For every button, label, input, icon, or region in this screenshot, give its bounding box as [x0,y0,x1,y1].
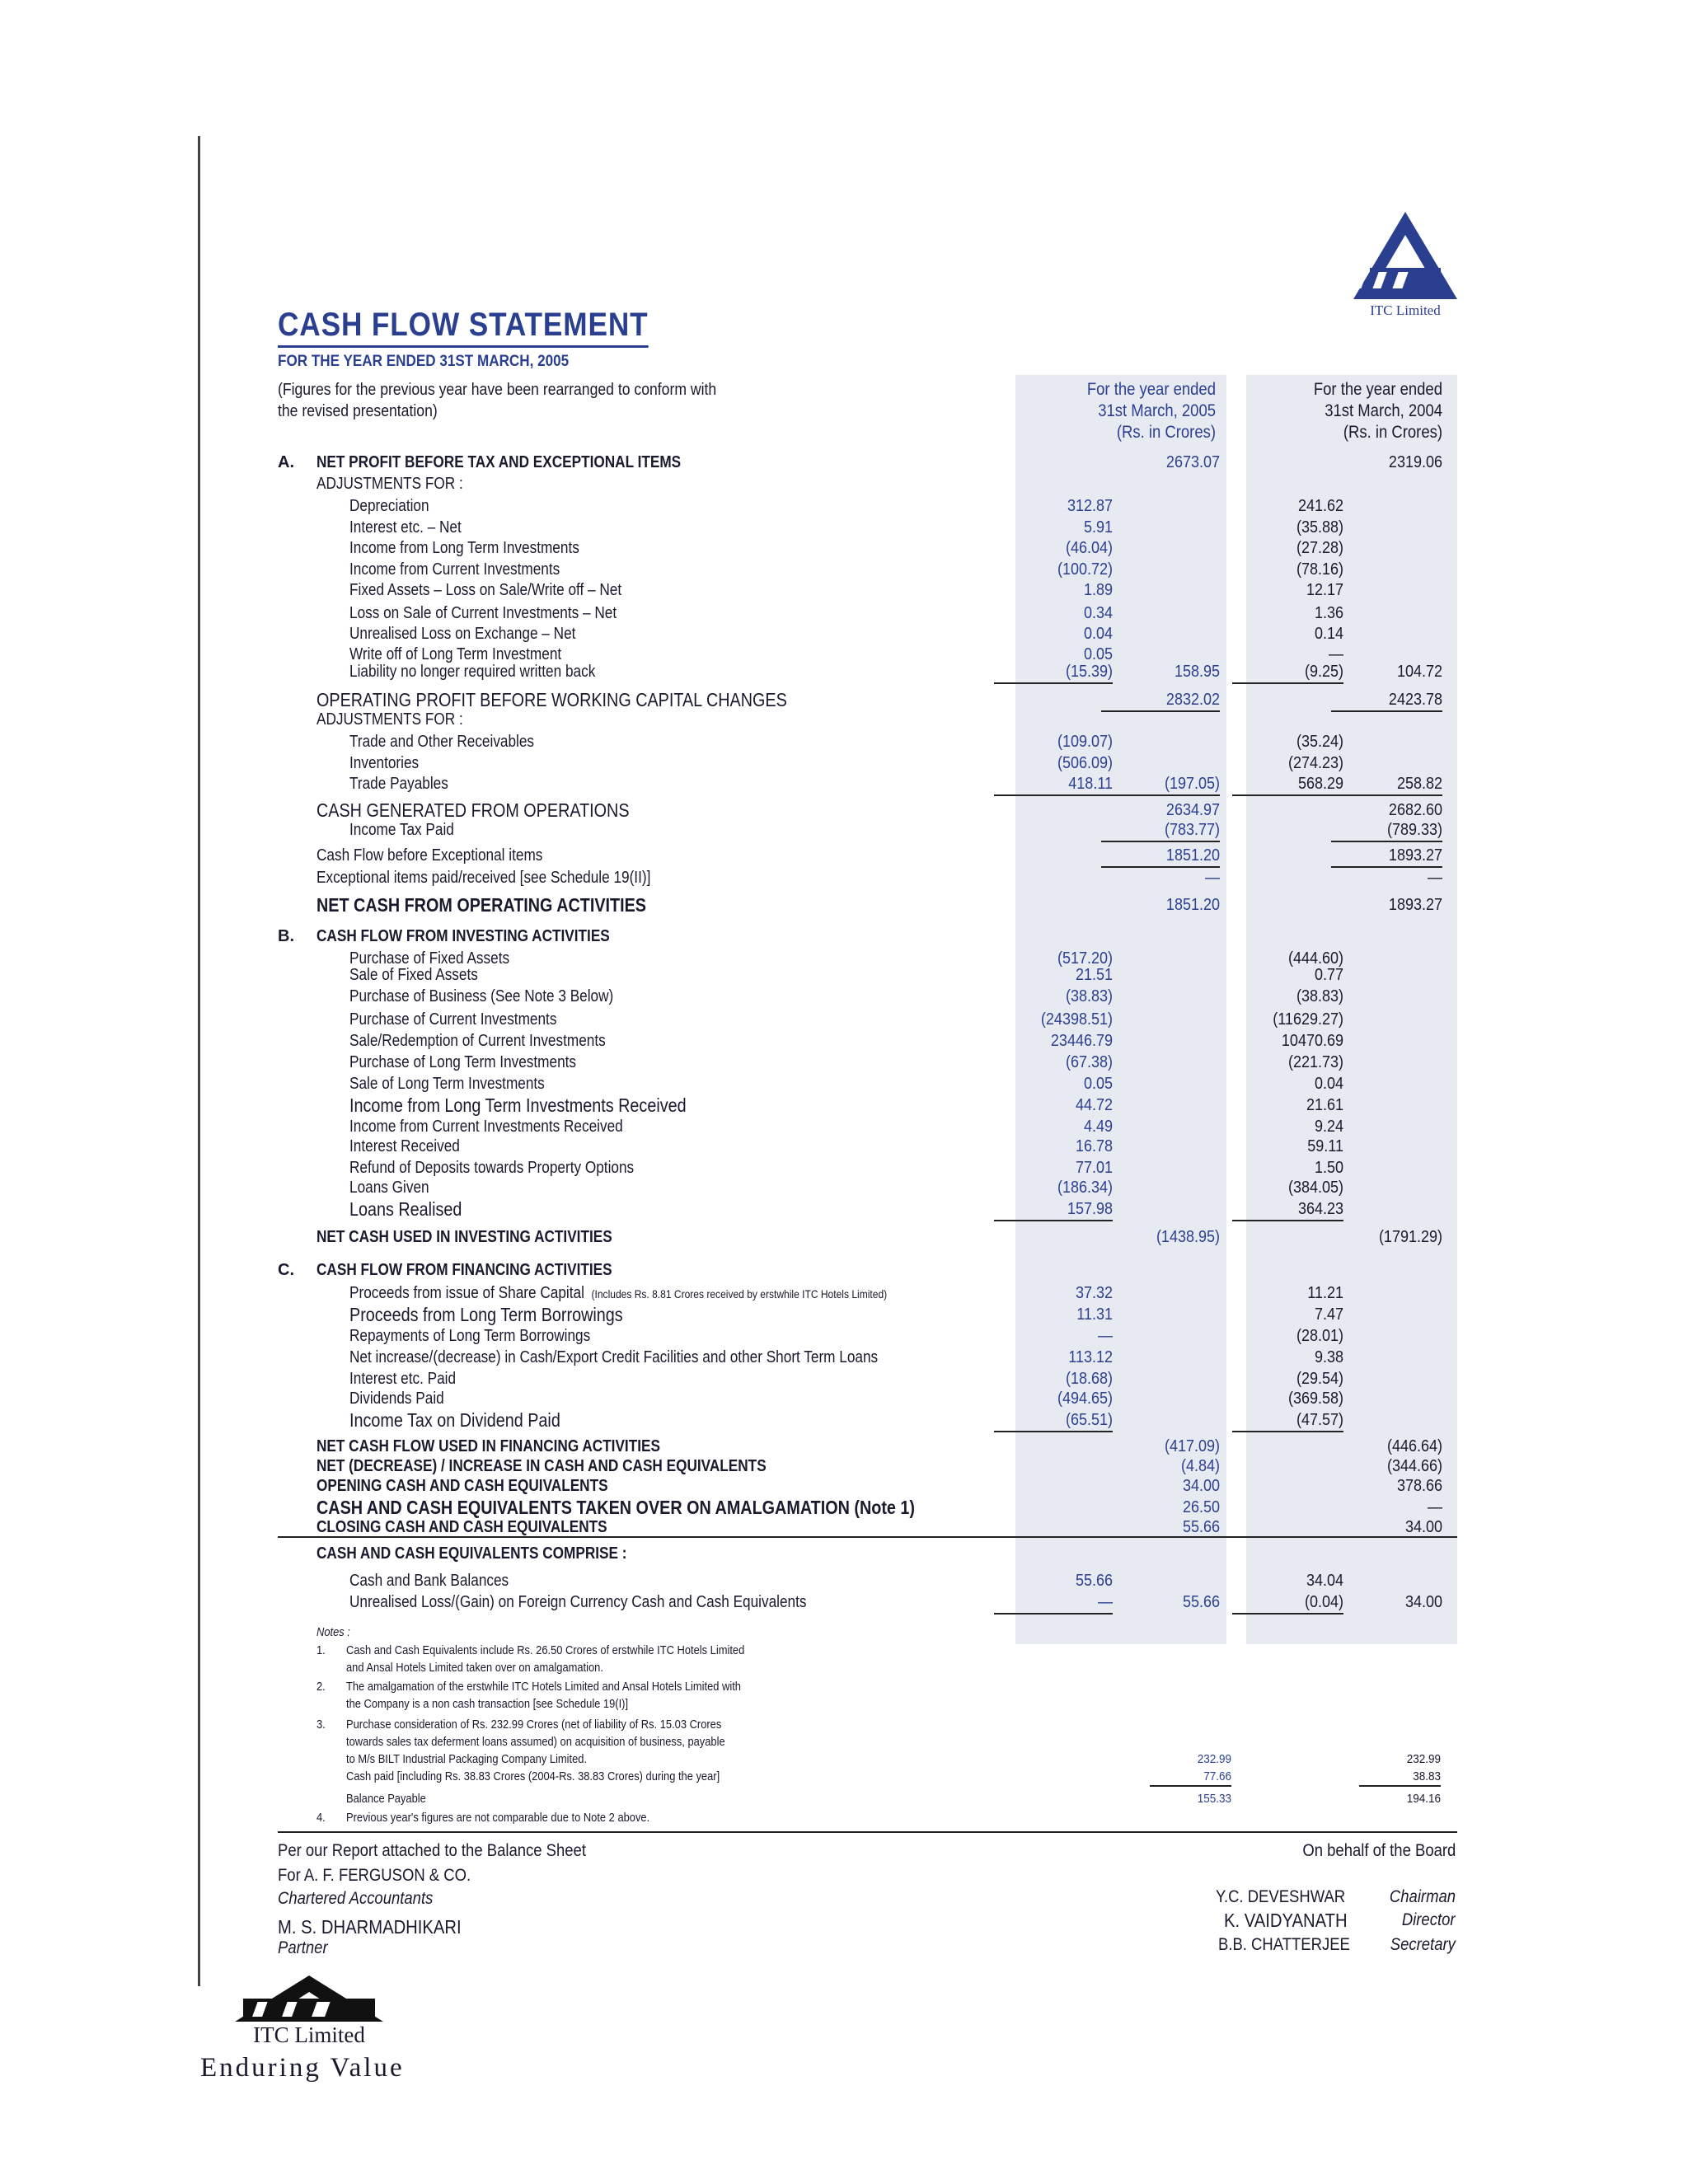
row-label: Purchase of Fixed Assets [349,949,510,968]
row-label: Income Tax Paid [349,821,454,839]
table-row [0,845,1688,866]
report-reference: Per our Report attached to the Balance Sheet [278,1841,586,1860]
table-row [0,537,1688,559]
value-v1: (24398.51) [1040,1010,1113,1029]
table-row [0,452,1688,473]
table-row [0,559,1688,580]
value-v3: 1.36 [1314,604,1343,622]
value-v3: 241.62 [1297,497,1343,515]
table-row [0,1455,1688,1477]
value-v2: (1438.95) [1156,1228,1220,1246]
table-row [0,473,1688,494]
value-v1: 37.32 [1075,1284,1113,1302]
table-row [0,1475,1688,1497]
row-label: Purchase of Business (See Note 3 Below) [349,987,614,1005]
value-v3: 10470.69 [1281,1032,1343,1050]
row-label: Sale of Long Term Investments [349,1075,545,1093]
row-label: ADJUSTMENTS FOR : [316,475,463,493]
value-v4: 1893.27 [1331,845,1442,868]
value-v2: (783.77) [1101,819,1220,842]
value-v2: 26.50 [1182,1498,1220,1516]
row-label: Income from Long Term Investments [349,539,579,557]
note-number: 3. [316,1718,326,1732]
row-label: Repayments of Long Term Borrowings [349,1327,591,1345]
row-label: Write off of Long Term Investment [349,645,562,663]
table-row [0,1282,1688,1304]
table-row [0,1094,1688,1116]
value-v3: (384.05) [1287,1179,1343,1197]
table-row [0,1543,1688,1564]
table-row [0,1347,1688,1368]
table-row [0,661,1688,682]
value-v2: (4.84) [1180,1457,1220,1475]
note-text: The amalgamation of the erstwhile ITC Hotels Limited and Ansal Hotels Limited with [346,1680,741,1694]
value-v2: 1851.20 [1165,896,1220,914]
value-v4: (446.64) [1386,1437,1442,1455]
table-row [0,1516,1688,1538]
row-label: Income from Long Term Investments Received [349,1094,687,1116]
table-row [0,1388,1688,1409]
row-label: Trade Payables [349,775,448,793]
director-2-role: Director [1402,1910,1456,1929]
value-v3: 21.61 [1306,1096,1343,1114]
value-v4: — [1428,869,1442,887]
row-label: Proceeds from Long Term Borrowings [349,1304,623,1325]
table-row [0,1030,1688,1052]
value-v2: 34.00 [1182,1477,1220,1495]
row-label: Inventories [349,754,420,772]
row-label: Exceptional items paid/received [see Schedule 19(II)] [316,869,651,887]
note-text: Cash paid [including Rs. 38.83 Crores (2004-Rs. 38.83 Crores) during the year] [346,1769,720,1783]
note-number: 2. [316,1680,326,1694]
value-v4: 1893.27 [1388,896,1442,914]
value-v3: 7.47 [1314,1305,1343,1324]
row-label: Sale of Fixed Assets [349,966,478,984]
row-label: Purchase of Current Investments [349,1010,557,1029]
table-row [0,1325,1688,1347]
value-v1: (46.04) [1065,539,1113,557]
value-v1: (67.38) [1065,1053,1113,1071]
value-v2: 2832.02 [1101,689,1220,712]
section-letter: C. [278,1261,294,1279]
row-label: Depreciation [349,497,429,515]
row-label: Proceeds from issue of Share Capital (Includes Rs. 8.81 Crores received by erstwhile ITC Hotels Limited) [349,1284,888,1302]
note-number: 4. [316,1811,326,1825]
value-v1: 5.91 [1083,518,1113,537]
auditor-firm: For A. F. FERGUSON & CO. [278,1866,471,1885]
table-row [0,1591,1688,1613]
note-text: towards sales tax deferment loans assumed) on acquisition of business, payable [346,1735,725,1749]
table-row [0,1497,1688,1518]
signature-divider [278,1831,1457,1833]
row-label: Loans Given [349,1179,429,1197]
table-row [0,623,1688,644]
table-row [0,1073,1688,1094]
note-value-v4: 38.83 [1359,1768,1441,1787]
section-letter: A. [278,453,294,471]
value-v3: (369.58) [1287,1390,1343,1408]
value-v3: 34.04 [1306,1572,1343,1590]
value-v4: 34.00 [1404,1593,1442,1611]
value-v1: (494.65) [1057,1390,1113,1408]
value-v3: (78.16) [1296,560,1343,579]
value-v1: 1.89 [1083,581,1113,599]
value-v3: (444.60) [1287,949,1343,968]
footer-logo-caption: ITC Limited [253,2022,365,2047]
row-label: Interest etc. – Net [349,518,462,537]
value-v1: 4.49 [1083,1118,1113,1136]
value-v1: 55.66 [1075,1572,1113,1590]
value-v4: (789.33) [1331,819,1442,842]
table-row [0,1436,1688,1457]
director-3-role: Secretary [1390,1935,1456,1954]
comprise-divider [278,1536,1457,1538]
row-label: Income from Current Investments Received [349,1118,623,1136]
table-row [0,517,1688,538]
row-label: Interest etc. Paid [349,1370,457,1388]
note-text: Purchase consideration of Rs. 232.99 Crores (net of liability of Rs. 15.03 Crores [346,1718,722,1732]
page-title: CASH FLOW STATEMENT [278,307,649,348]
value-v1: (38.83) [1065,987,1113,1005]
value-v1: (15.39) [994,661,1113,684]
value-v1: 0.05 [1083,1075,1113,1093]
table-row [0,799,1688,821]
value-v1: 0.04 [1083,625,1113,643]
value-v3: (35.88) [1296,518,1343,537]
value-v4: (344.66) [1386,1457,1442,1475]
row-label: Refund of Deposits towards Property Options [349,1159,635,1177]
value-v1: 113.12 [1068,1348,1113,1366]
row-label: Dividends Paid [349,1390,444,1408]
director-2-name: K. VAIDYANATH [1224,1910,1348,1931]
row-label: Cash Flow before Exceptional items [316,846,543,865]
table-row [0,602,1688,624]
table-row [0,986,1688,1007]
row-label-note: (Includes Rs. 8.81 Crores received by erstwhile ITC Hotels Limited) [591,1287,888,1301]
board-caption: On behalf of the Board [1302,1841,1456,1860]
value-v1: 16.78 [1075,1137,1113,1155]
row-label: NET CASH FROM OPERATING ACTIVITIES [316,894,647,916]
director-3-name: B.B. CHATTERJEE [1218,1935,1350,1954]
auditor-role: Chartered Accountants [278,1889,434,1908]
page-subtitle: FOR THE YEAR ENDED 31ST MARCH, 2005 [278,353,570,370]
value-v1: 44.72 [1075,1096,1113,1114]
value-v1: 157.98 [994,1198,1113,1221]
row-label: NET (DECREASE) / INCREASE IN CASH AND CASH EQUIVALENTS [316,1457,767,1475]
value-v4: 2423.78 [1331,689,1442,712]
value-v3: (27.28) [1296,539,1343,557]
value-v3: 59.11 [1307,1137,1343,1155]
value-v1: (65.51) [994,1409,1113,1432]
director-1-name: Y.C. DEVESHWAR [1216,1887,1346,1906]
row-label: CLOSING CASH AND CASH EQUIVALENTS [316,1518,607,1536]
table-row [0,1009,1688,1030]
value-v4: 104.72 [1396,663,1442,681]
value-v2: (417.09) [1164,1437,1220,1455]
row-label: NET CASH FLOW USED IN FINANCING ACTIVITIES [316,1437,660,1455]
value-v2: 55.66 [1182,1593,1220,1611]
row-label: NET PROFIT BEFORE TAX AND EXCEPTIONAL ITEMS [316,453,682,471]
value-v1: — [1098,1327,1113,1345]
value-v3: (29.54) [1296,1370,1343,1388]
row-label: OPERATING PROFIT BEFORE WORKING CAPITAL CHANGES [316,689,787,710]
column-header-2004: For the year ended 31st March, 2004 (Rs. in Crores) [1313,380,1442,442]
value-v3: (47.57) [1232,1409,1343,1432]
note-number: 1. [316,1643,326,1657]
row-label: CASH FLOW FROM FINANCING ACTIVITIES [316,1261,612,1279]
table-row [0,731,1688,752]
note-text: Cash and Cash Equivalents include Rs. 26.50 Crores of erstwhile ITC Hotels Limited [346,1643,745,1657]
row-label: ADJUSTMENTS FOR : [316,710,463,729]
table-row [0,1198,1688,1220]
table-row [0,579,1688,601]
note-text: to M/s BILT Industrial Packaging Company Limited. [346,1752,588,1766]
value-v4: 378.66 [1396,1477,1442,1495]
row-label: Loss on Sale of Current Investments – Net [349,604,617,622]
table-row [0,867,1688,888]
row-label: Liability no longer required written back [349,663,596,681]
value-v3: — [1329,645,1343,663]
value-v1: 21.51 [1075,966,1113,984]
value-v3: 364.23 [1232,1198,1343,1221]
value-v1: 0.34 [1083,604,1113,622]
value-v1: 418.11 [994,773,1113,796]
row-label: Net increase/(decrease) in Cash/Export Credit Facilities and other Short Term Loans [349,1348,879,1366]
row-label: Trade and Other Receivables [349,733,535,751]
table-row [0,1116,1688,1137]
value-v3: 0.14 [1314,625,1343,643]
value-v2: 2634.97 [1165,801,1220,819]
notes-heading: Notes : [316,1625,350,1639]
value-v3: 568.29 [1232,773,1343,796]
value-v3: 9.38 [1314,1348,1343,1366]
table-row [0,1570,1688,1591]
value-v1: (109.07) [1057,733,1113,751]
note-text: Balance Payable [346,1792,426,1806]
itc-logo-icon [227,1974,392,2023]
row-label: CASH AND CASH EQUIVALENTS TAKEN OVER ON AMALGAMATION (Note 1) [316,1497,916,1518]
value-v3: (28.01) [1296,1327,1343,1345]
row-label: CASH GENERATED FROM OPERATIONS [316,799,630,821]
table-row [0,926,1688,947]
table-row [0,964,1688,986]
value-v3: 12.17 [1306,581,1343,599]
value-v1: 312.87 [1067,497,1113,515]
value-v2: 2673.07 [1165,453,1220,471]
value-v3: (11629.27) [1273,1010,1343,1029]
table-row [0,819,1688,841]
row-label: Unrealised Loss on Exchange – Net [349,625,576,643]
note-text: and Ansal Hotels Limited taken over on amalgamation. [346,1661,603,1675]
row-label: Purchase of Long Term Investments [349,1053,577,1071]
value-v4: 2682.60 [1388,801,1442,819]
table-row [0,894,1688,916]
value-v3: (35.24) [1296,733,1343,751]
table-row [0,752,1688,774]
value-v3: 0.77 [1314,966,1343,984]
value-v2: (197.05) [1101,773,1220,796]
table-row [0,773,1688,794]
value-v1: 77.01 [1075,1159,1113,1177]
value-v3: 0.04 [1314,1075,1343,1093]
value-v4: (1791.29) [1378,1228,1442,1246]
value-v3: (38.83) [1296,987,1343,1005]
note-value-v4: 232.99 [1406,1752,1441,1766]
row-label: Income from Current Investments [349,560,560,579]
value-v3: (9.25) [1232,661,1343,684]
table-row [0,1259,1688,1281]
value-v1: (517.20) [1057,949,1113,968]
table-row [0,1177,1688,1198]
section-letter: B. [278,927,294,945]
value-v4: 2319.06 [1388,453,1442,471]
table-row [0,1304,1688,1325]
row-label: Income Tax on Dividend Paid [349,1409,560,1431]
row-label: OPENING CASH AND CASH EQUIVALENTS [316,1477,608,1495]
table-row [0,1226,1688,1248]
table-row [0,689,1688,710]
value-v1: (18.68) [1065,1370,1113,1388]
value-v3: 9.24 [1314,1118,1343,1136]
value-v1: (506.09) [1057,754,1113,772]
row-label: Sale/Redemption of Current Investments [349,1032,606,1050]
row-label: Interest Received [349,1137,460,1155]
value-v2: 1851.20 [1101,845,1220,868]
value-v1: 0.05 [1083,645,1113,663]
value-v3: 11.21 [1307,1284,1343,1302]
value-v4: 258.82 [1331,773,1442,796]
table-row [0,1368,1688,1390]
partner-role: Partner [278,1938,328,1957]
presentation-note: (Figures for the previous year have been rearranged to conform with the revised presentation) [278,381,717,420]
value-v3: (221.73) [1287,1053,1343,1071]
value-v3: (0.04) [1232,1591,1343,1615]
value-v1: (100.72) [1057,560,1113,579]
itc-logo-top [1352,210,1459,319]
row-label: Cash and Bank Balances [349,1572,509,1590]
value-v1: 23446.79 [1050,1032,1113,1050]
table-row [0,1136,1688,1157]
itc-logo-icon [1352,210,1459,301]
table-row [0,1157,1688,1179]
director-1-role: Chairman [1389,1887,1456,1906]
value-v1: (186.34) [1057,1179,1113,1197]
table-row [0,709,1688,730]
row-label: Unrealised Loss/(Gain) on Foreign Currency Cash and Cash Equivalents [349,1593,807,1611]
row-label: Fixed Assets – Loss on Sale/Write off – Net [349,581,622,599]
value-v1: 11.31 [1076,1305,1113,1324]
partner-name: M. S. DHARMADHIKARI [278,1916,462,1938]
itc-logo-bottom [202,1974,416,2083]
value-v2: 158.95 [1174,663,1220,681]
value-v3: (274.23) [1287,754,1343,772]
logo-caption: ITC Limited [1370,302,1441,318]
note-value-v2: 155.33 [1197,1792,1231,1806]
column-header-2005: For the year ended 31st March, 2005 (Rs. in Crores) [1086,380,1216,442]
table-row [0,1409,1688,1431]
row-label: NET CASH USED IN INVESTING ACTIVITIES [316,1228,612,1246]
footer-tagline: Enduring Value [200,2053,405,2083]
value-v4: 34.00 [1404,1518,1442,1536]
row-label: CASH AND CASH EQUIVALENTS COMPRISE : [316,1544,627,1563]
value-v4: — [1428,1498,1442,1516]
note-text: Previous year's figures are not comparable due to Note 2 above. [346,1811,650,1825]
value-v2: — [1205,869,1220,887]
row-label: CASH FLOW FROM INVESTING ACTIVITIES [316,927,610,945]
note-value-v2: 232.99 [1197,1752,1231,1766]
row-label: Loans Realised [349,1198,462,1220]
value-v1: — [994,1591,1113,1615]
note-value-v4: 194.16 [1406,1792,1441,1806]
value-v2: 55.66 [1182,1518,1220,1536]
value-v3: 1.50 [1314,1159,1343,1177]
table-row [0,495,1688,517]
table-row [0,1052,1688,1073]
note-value-v2: 77.66 [1150,1768,1231,1787]
note-text: the Company is a non cash transaction [see Schedule 19(I)] [346,1697,629,1711]
